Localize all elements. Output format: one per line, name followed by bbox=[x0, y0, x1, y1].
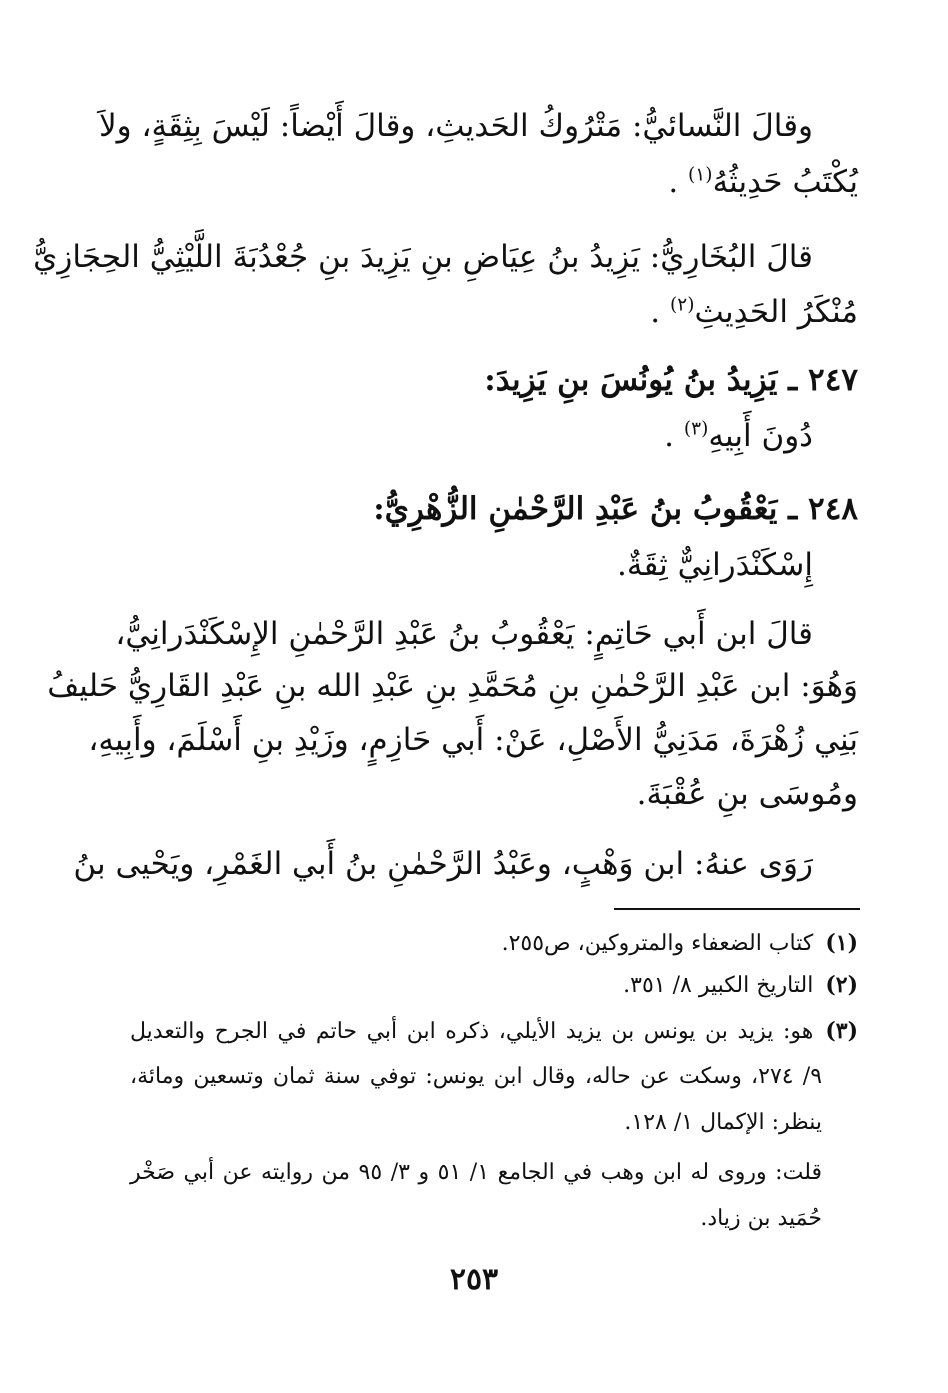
page-number: ٢٥٣ bbox=[449, 1262, 499, 1297]
para-line-3: بَنِي زُهْرَةَ، مَدَنِيُّ الأَصْلِ، عَنْ: أَبي حَازِمٍ، وزَيْدِ بنِ أَسْلَمَ، وأَبِيهِ، bbox=[88, 722, 858, 758]
para-line-1: قالَ ابن أَبي حَاتِمٍ: يَعْقُوبُ بنُ عَبْدِ الرَّحْمٰنِ الإِسْكَنْدَرانِيُّ، bbox=[115, 616, 813, 652]
body-line-1: وقالَ النَّسائيُّ: مَتْرُوكُ الحَديثِ، وقالَ أَيْضاً: لَيْسَ بِثِقَةٍ، ولاَ bbox=[98, 108, 813, 144]
footnote-1 bbox=[130, 926, 858, 961]
body-line-4 bbox=[130, 290, 858, 334]
footnote-2-mark: (٢) bbox=[825, 972, 858, 998]
para-line-2: وَهُوَ: ابن عَبْدِ الرَّحْمٰنِ بنِ مُحَمَّدِ بنِ عَبْدِ الله بنِ عَبْدِ القَارِيُّ حَليفُ bbox=[47, 668, 858, 704]
body-line-4-end: . bbox=[650, 294, 661, 330]
body-line-3: قالَ البُخَارِيُّ: يَزِيدُ بنُ عِيَاضِ بنِ يَزِيدَ بنِ جُعْدُبَةَ اللَّيْثِيُّ الحِجَازِيُّ bbox=[33, 239, 813, 275]
footnote-ref-3: (٣) bbox=[683, 418, 709, 440]
entry-247-text bbox=[130, 414, 858, 458]
entry-247-end: . bbox=[664, 418, 674, 454]
body-line-2-end: . bbox=[668, 164, 679, 200]
footnote-separator bbox=[614, 908, 860, 910]
footnote-ref-1: (١) bbox=[688, 164, 713, 186]
footnote-1-text: كتاب الضعفاء والمتروكين، ص٢٥٥. bbox=[501, 931, 814, 956]
entry-247-value: دُونَ أَبِيهِ bbox=[708, 418, 813, 454]
entry-247-heading: ٢٤٧ ـ يَزِيدُ بنُ يُونُسَ بنِ يَزِيدَ: bbox=[484, 362, 858, 398]
footnote-3-line-4: قلت: وروى له ابن وهب في الجامع ١/ ٥١ و ٣/ ٩٥ من روايته عن أبي صَخْر bbox=[130, 1160, 822, 1185]
footnote-3-text-1: هو: يزيد بن يونس بن يزيد الأيلي، ذكره ابن أبي حاتم في الجرح والتعديل bbox=[130, 1019, 814, 1044]
body-line-2-text: يُكْتَبُ حَدِيثُهُ bbox=[712, 164, 858, 200]
para-line-4: ومُوسَى بنِ عُقْبَةَ. bbox=[636, 776, 858, 812]
entry-248-text: إِسْكَنْدَرانِيٌّ ثِقَةٌ. bbox=[616, 547, 813, 583]
footnote-ref-2: (٢) bbox=[670, 294, 695, 316]
footnote-3-line-2: ٩/ ٢٧٤، وسكت عن حاله، وقال ابن يونس: توفي سنة ثمان وتسعين ومائة، bbox=[130, 1064, 823, 1089]
footnote-2-text: التاريخ الكبير ٨/ ٣٥١. bbox=[623, 973, 814, 998]
body-line-4-text: مُنْكَرُ الحَدِيثِ bbox=[694, 294, 858, 330]
entry-248-heading: ٢٤٨ ـ يَعْقُوبُ بنُ عَبْدِ الرَّحْمٰنِ الزُّهْرِيُّ: bbox=[373, 491, 858, 527]
footnote-1-mark: (١) bbox=[825, 930, 858, 956]
footnote-2 bbox=[130, 968, 858, 1003]
para-line-5: رَوَى عنهُ: ابن وَهْبٍ، وعَبْدُ الرَّحْمٰنِ بنُ أَبي الغَمْرِ، ويَحْيى بنُ bbox=[73, 846, 813, 882]
footnote-3-line-5: حُمَيد بن زياد. bbox=[700, 1206, 822, 1231]
footnote-3-line-3: ينظر: الإكمال ١/ ١٢٨. bbox=[624, 1110, 822, 1135]
footnote-3-mark: (٣) bbox=[825, 1018, 858, 1044]
body-line-2 bbox=[130, 160, 858, 204]
footnote-3-line-1 bbox=[130, 1014, 858, 1049]
